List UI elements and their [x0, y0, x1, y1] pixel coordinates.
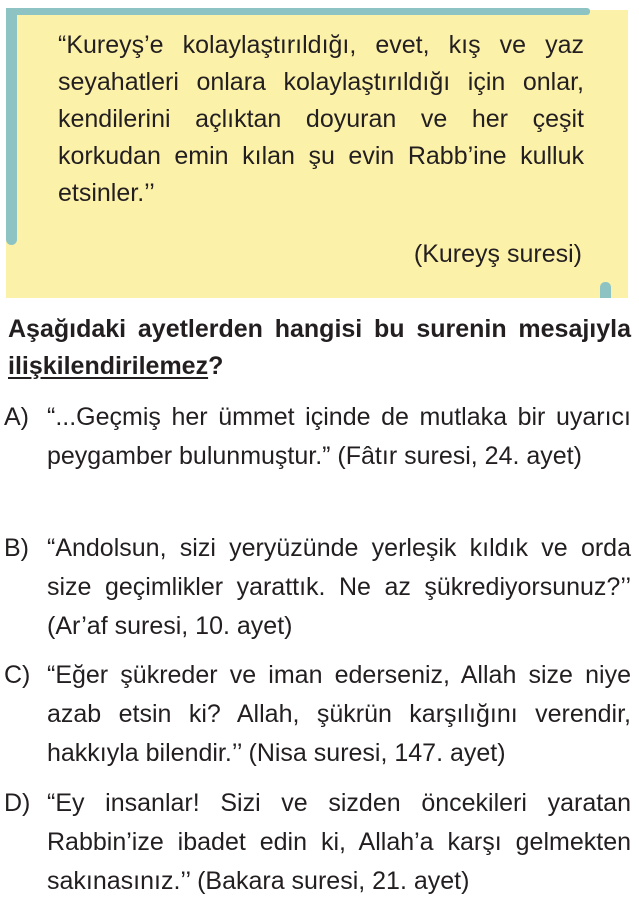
option-text: “Eğer şükreder ve iman ederseniz, Allah size niye azab etsin ki? Allah, şükrün karşılığını verendir, hakkıyla bilendir.’’ (Nisa suresi, 147. ayet): [47, 661, 631, 767]
question-emphasis: ilişkilendirilemez: [8, 352, 209, 380]
option-text: “Andolsun, sizi yeryüzünde yerleşik kıldık ve orda size geçimlikler yarattık. Ne az şükrediyorsunuz?’’ (Ar’af suresi, 10. ayet): [47, 534, 631, 640]
option-letter: C): [4, 661, 31, 689]
quote-source: (Kureyş suresi): [413, 240, 582, 268]
question-prefix: Aşağıdaki ayetlerden hangisi bu surenin mesajıyla: [8, 315, 631, 343]
option-text: “Ey insanlar! Sizi ve sizden öncekileri yaratan Rabbin’ize ibadet edin ki, Allah’a karşı gelmekten sakınasınız.’’ (Bakara suresi, 21. ayet): [47, 789, 631, 895]
option-letter: B): [4, 534, 29, 562]
option-letter: A): [4, 403, 29, 431]
quote-top-accent-bar: [6, 8, 590, 15]
quote-text: “Kureyş’e kolaylaştırıldığı, evet, kış ve yaz seyahatleri onlara kolaylaştırıldığı için onlar, kendilerini açlıktan doyuran ve her çeşit korkudan emin kılan şu evin Rabb’ine kulluk etsinler.’’: [58, 31, 584, 207]
quote-left-accent-bar: [6, 8, 17, 245]
question-suffix: ?: [208, 352, 224, 380]
option-letter: D): [4, 789, 31, 817]
option-text: “...Geçmiş her ümmet içinde de mutlaka bir uyarıcı peygamber bulunmuştur.” (Fâtır suresi, 24. ayet): [47, 403, 631, 470]
quote-right-accent-tab: [600, 282, 611, 298]
question-stem: [8, 311, 631, 385]
